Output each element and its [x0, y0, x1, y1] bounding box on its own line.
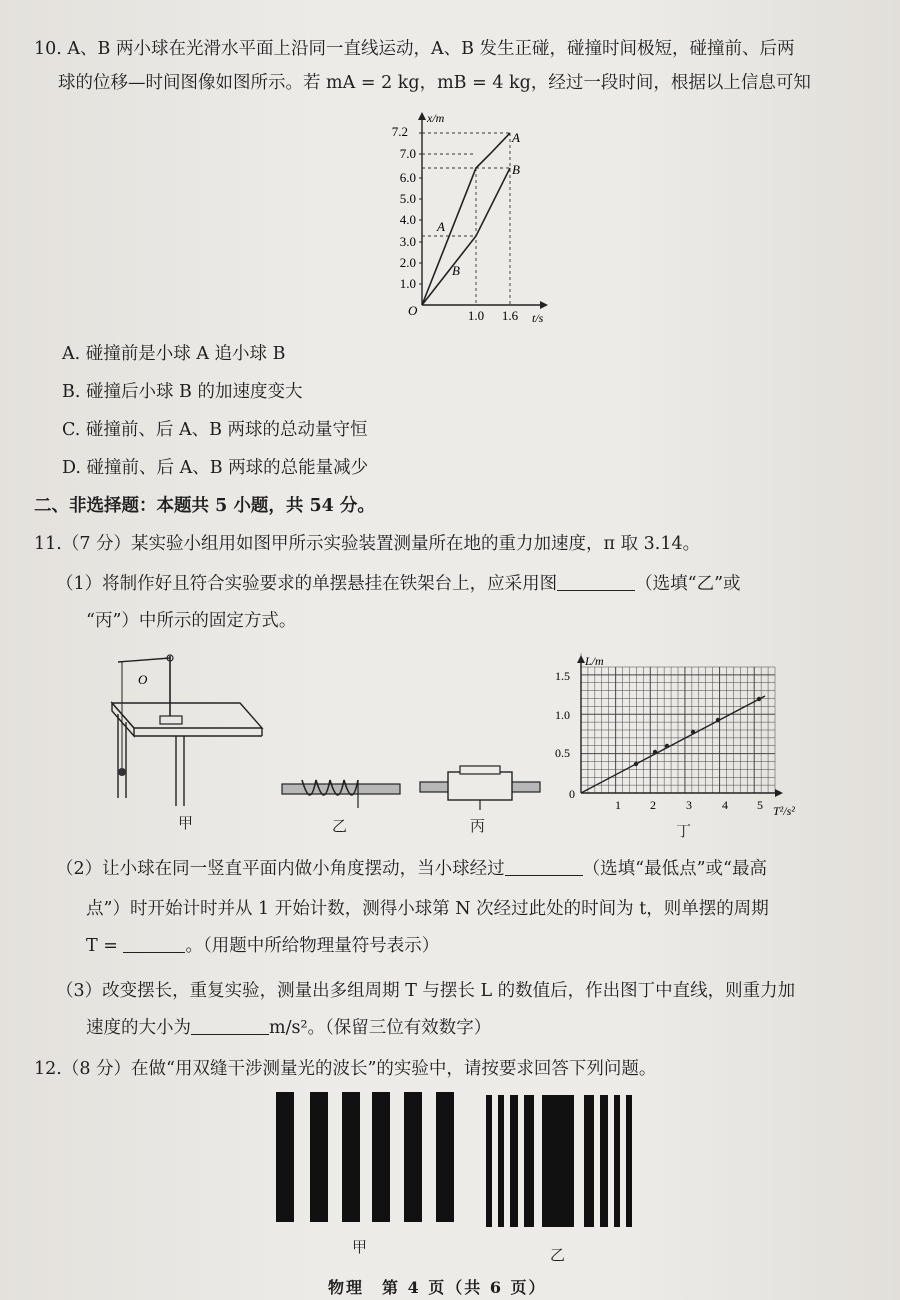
page-footer: 物理 第 4 页（共 6 页）	[328, 1278, 547, 1297]
answer-blank-4	[191, 1018, 269, 1035]
q11-part2-line2: 点”）时开始计时并从 1 开始计数，测得小球第 N 次经过此处的时间为 t，则单摆的周期	[86, 899, 769, 919]
answer-blank-1	[557, 574, 635, 591]
figure-bing-label: 丙	[470, 817, 486, 835]
q11-part1-line1: （1）将制作好且符合实验要求的单摆悬挂在铁架台上，应采用图 （选填“乙”或	[56, 574, 741, 594]
ding-y-tick: 1.5	[555, 669, 570, 683]
q10-option-b: B. 碰撞后小球 B 的加速度变大	[62, 382, 303, 402]
section-heading: 二、非选择题：本题共 5 小题，共 54 分。	[34, 496, 375, 516]
figure-yi-coil	[280, 770, 404, 810]
figure-jia-label: 甲	[178, 814, 194, 832]
q11-part2-line3: T = 。（用题中所给物理量符号表示）	[86, 936, 440, 956]
q11-part3-line1: （3）改变摆长，重复实验，测量出多组周期 T 与摆长 L 的数值后，作出图丁中直线，则重力加	[56, 981, 796, 1001]
y-tick: 1.0	[399, 276, 416, 291]
y-tick: 7.2	[391, 124, 408, 139]
y-tick: 4.0	[399, 212, 416, 227]
ding-origin: 0	[569, 787, 575, 801]
ding-x-tick: 4	[722, 798, 728, 812]
y-tick: 2.0	[399, 255, 416, 270]
fringe-yi-label: 乙	[550, 1246, 566, 1264]
q10-xt-graph	[372, 110, 552, 325]
figure-jia-pendulum	[100, 648, 270, 808]
label-A-after: A	[512, 130, 520, 145]
q11-stem: 11.（7 分）某实验小组用如图甲所示实验装置测量所在地的重力加速度，π 取 3.14。	[34, 534, 701, 554]
q12-stem: 12.（8 分）在做“用双缝干涉测量光的波长”的实验中，请按要求回答下列问题。	[34, 1059, 657, 1079]
fringe-pattern-yi	[486, 1095, 634, 1231]
figure-ding-label: 丁	[676, 822, 692, 840]
ding-x-tick: 5	[757, 798, 763, 812]
q11-part2-line1: （2）让小球在同一竖直平面内做小角度摆动，当小球经过 （选填“最低点”或“最高	[56, 859, 767, 879]
x-tick: 1.6	[501, 308, 519, 323]
line-A	[422, 133, 510, 305]
line-B	[422, 168, 510, 305]
q11-part1-line2: “丙”）中所示的固定方式。	[86, 611, 297, 631]
q10-stem-line1: 10. A、B 两小球在光滑水平面上沿同一直线运动，A、B 发生正碰，碰撞时间极短，碰撞前、后两	[34, 39, 795, 59]
ding-x-tick: 3	[686, 798, 692, 812]
figure-ding-graph	[545, 653, 815, 823]
y-tick: 3.0	[399, 234, 416, 249]
q11-part3-line2: 速度的大小为 m/s²。（保留三位有效数字）	[86, 1018, 492, 1038]
fringe-jia-label: 甲	[352, 1238, 368, 1256]
ding-y-tick: 1.0	[555, 708, 570, 722]
ding-y-tick: 0.5	[555, 746, 570, 760]
y-tick: 7.0	[399, 146, 416, 161]
answer-blank-3	[123, 936, 185, 953]
x-axis-label: t/s	[532, 311, 544, 325]
ding-x-tick: 2	[650, 798, 656, 812]
origin-label: O	[408, 303, 418, 318]
q10-stem-line2: 球的位移—时间图像如图所示。若 mA = 2 kg，mB = 4 kg，经过一段时间，根据以上信息可知	[58, 73, 811, 93]
grid	[581, 667, 775, 793]
y-tick: 5.0	[399, 191, 416, 206]
answer-blank-2	[505, 859, 583, 876]
label-A-before: A	[437, 219, 445, 234]
q10-option-c: C. 碰撞前、后 A、B 两球的总动量守恒	[62, 420, 368, 440]
label-B-before: B	[452, 263, 460, 278]
figure-yi-label: 乙	[332, 817, 348, 835]
label-B-after: B	[512, 162, 520, 177]
ding-x-label: T²/s²	[773, 804, 795, 818]
ding-x-tick: 1	[615, 798, 621, 812]
q10-option-d: D. 碰撞前、后 A、B 两球的总能量减少	[62, 458, 369, 478]
figure-bing-clamp	[418, 760, 544, 810]
label-O: O	[138, 672, 148, 687]
x-tick: 1.0	[467, 308, 485, 323]
y-axis-label: x/m	[427, 111, 445, 125]
q10-option-a: A. 碰撞前是小球 A 追小球 B	[62, 344, 286, 364]
ding-y-label: L/m	[585, 654, 604, 668]
fringe-pattern-jia	[274, 1092, 460, 1228]
y-tick: 6.0	[399, 170, 416, 185]
